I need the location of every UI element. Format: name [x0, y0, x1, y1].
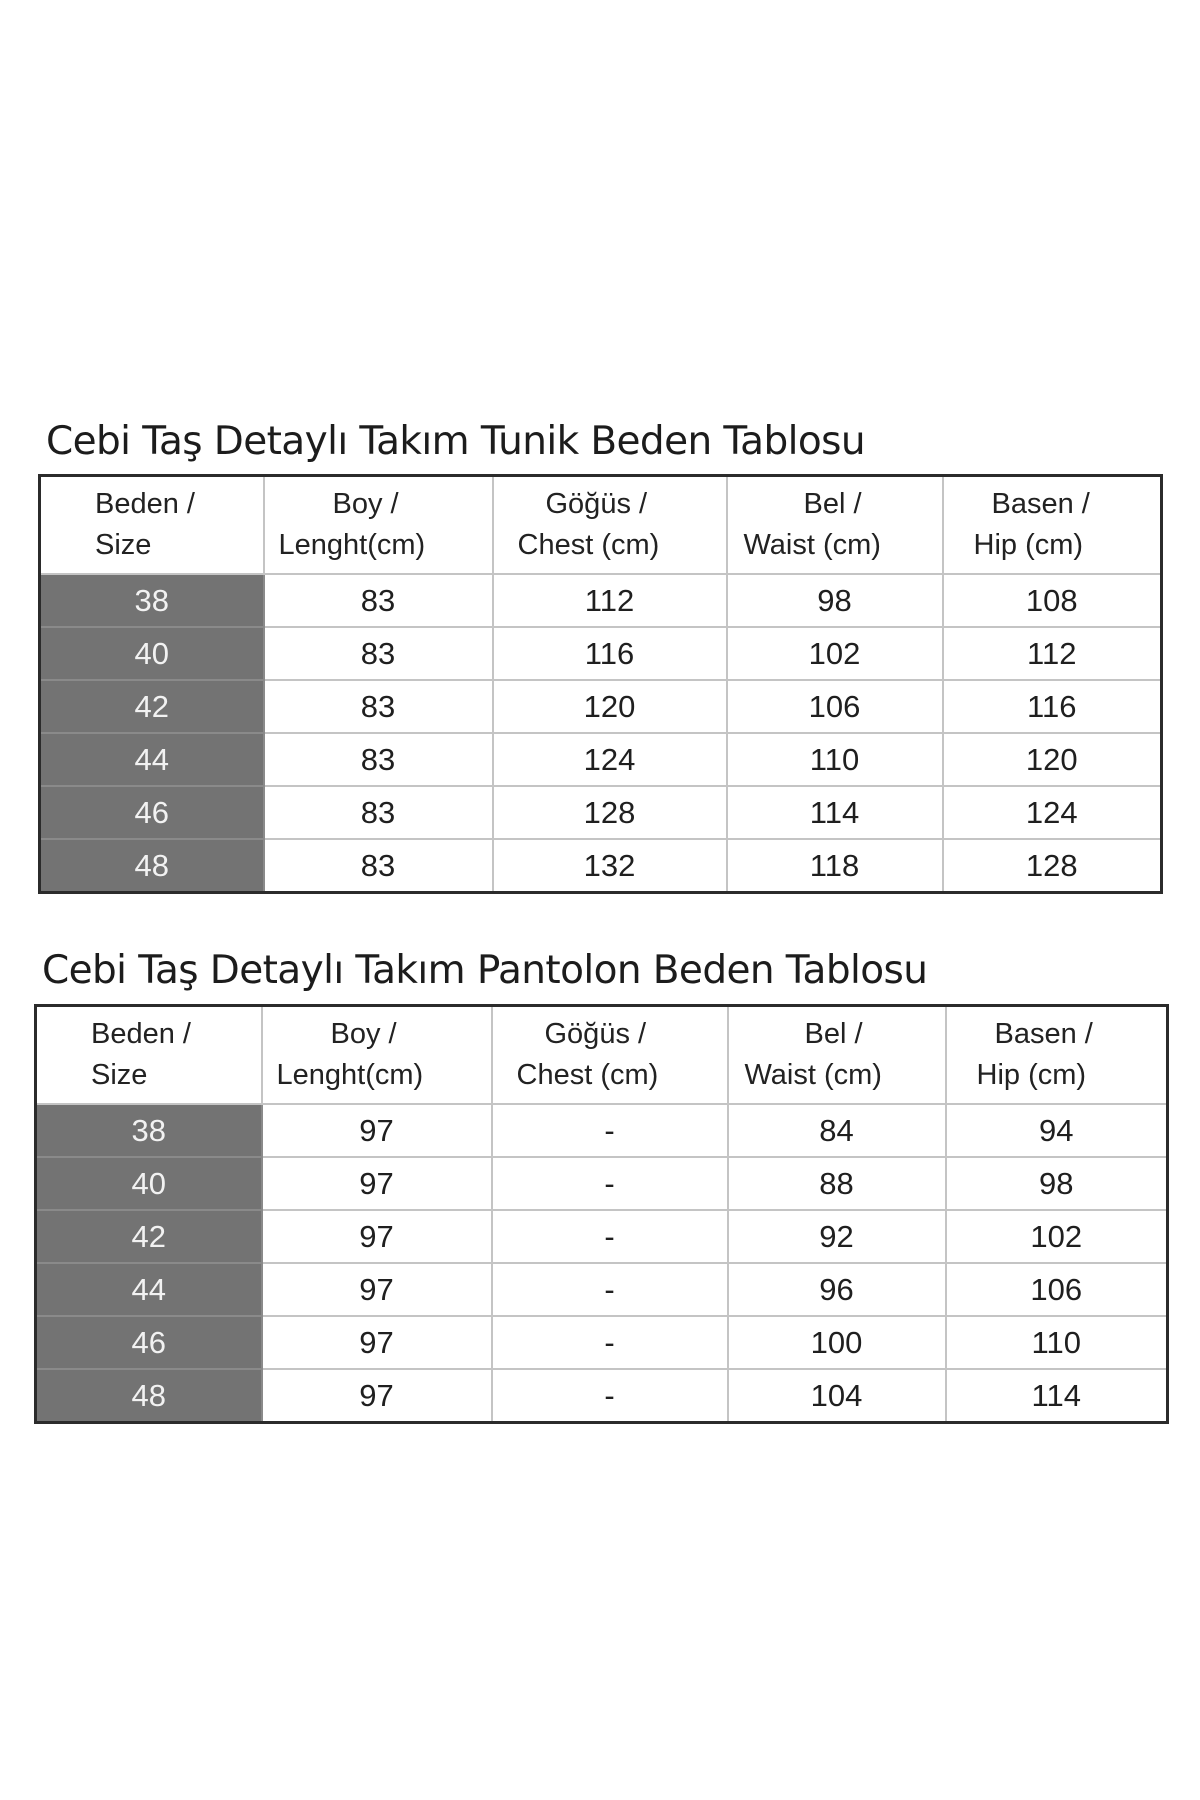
hip-cell: 98 [946, 1157, 1168, 1210]
chest-cell: - [492, 1369, 728, 1423]
header-chest: Göğüs / Chest (cm) [493, 476, 727, 575]
length-cell: 97 [262, 1210, 492, 1263]
table-row [36, 1316, 1168, 1369]
table-row [36, 1210, 1168, 1263]
length-cell: 97 [262, 1263, 492, 1316]
pantolon-table-title: Cebi Taş Detaylı Takım Pantolon Beden Tablosu [42, 948, 928, 993]
waist-cell: 102 [727, 627, 943, 680]
chest-cell: - [492, 1316, 728, 1369]
header-waist: Bel / Waist (cm) [728, 1006, 946, 1105]
length-cell: 97 [262, 1369, 492, 1423]
header-hip: Basen / Hip (cm) [943, 476, 1162, 575]
chest-cell: 120 [493, 680, 727, 733]
hip-cell: 120 [943, 733, 1162, 786]
hip-cell: 102 [946, 1210, 1168, 1263]
hip-cell: 112 [943, 627, 1162, 680]
size-cell: 42 [36, 1210, 262, 1263]
tunik-table-title: Cebi Taş Detaylı Takım Tunik Beden Tablosu [46, 419, 865, 464]
hip-cell: 124 [943, 786, 1162, 839]
table-header-row [40, 476, 1162, 575]
length-cell: 83 [264, 574, 493, 627]
hip-cell: 110 [946, 1316, 1168, 1369]
hip-cell: 106 [946, 1263, 1168, 1316]
header-chest: Göğüs / Chest (cm) [492, 1006, 728, 1105]
waist-cell: 118 [727, 839, 943, 893]
header-waist: Bel / Waist (cm) [727, 476, 943, 575]
length-cell: 83 [264, 786, 493, 839]
size-cell: 48 [36, 1369, 262, 1423]
length-cell: 83 [264, 733, 493, 786]
header-length: Boy / Lenght(cm) [264, 476, 493, 575]
chest-cell: 124 [493, 733, 727, 786]
chest-cell: 112 [493, 574, 727, 627]
table-row [40, 627, 1162, 680]
hip-cell: 116 [943, 680, 1162, 733]
header-size: Beden / Size [40, 476, 264, 575]
chest-cell: - [492, 1210, 728, 1263]
header-size: Beden / Size [36, 1006, 262, 1105]
size-cell: 48 [40, 839, 264, 893]
length-cell: 83 [264, 680, 493, 733]
chest-cell: - [492, 1263, 728, 1316]
waist-cell: 104 [728, 1369, 946, 1423]
header-hip: Basen / Hip (cm) [946, 1006, 1168, 1105]
table-row [40, 574, 1162, 627]
length-cell: 83 [264, 627, 493, 680]
chest-cell: 132 [493, 839, 727, 893]
size-cell: 44 [40, 733, 264, 786]
table-row [36, 1369, 1168, 1423]
waist-cell: 114 [727, 786, 943, 839]
size-cell: 42 [40, 680, 264, 733]
waist-cell: 106 [727, 680, 943, 733]
hip-cell: 114 [946, 1369, 1168, 1423]
table-row [40, 680, 1162, 733]
length-cell: 97 [262, 1157, 492, 1210]
length-cell: 83 [264, 839, 493, 893]
header-length: Boy / Lenght(cm) [262, 1006, 492, 1105]
waist-cell: 110 [727, 733, 943, 786]
length-cell: 97 [262, 1104, 492, 1157]
hip-cell: 108 [943, 574, 1162, 627]
table-header-row [36, 1006, 1168, 1105]
chest-cell: 128 [493, 786, 727, 839]
chest-cell: 116 [493, 627, 727, 680]
chest-cell: - [492, 1104, 728, 1157]
table-row [40, 733, 1162, 786]
hip-cell: 94 [946, 1104, 1168, 1157]
waist-cell: 92 [728, 1210, 946, 1263]
pantolon-size-table [34, 1004, 1169, 1424]
table-row [36, 1104, 1168, 1157]
size-cell: 40 [40, 627, 264, 680]
size-cell: 44 [36, 1263, 262, 1316]
length-cell: 97 [262, 1316, 492, 1369]
size-cell: 46 [40, 786, 264, 839]
table-row [36, 1157, 1168, 1210]
waist-cell: 98 [727, 574, 943, 627]
tunik-size-table [38, 474, 1163, 894]
size-cell: 38 [40, 574, 264, 627]
size-cell: 38 [36, 1104, 262, 1157]
table-row [40, 786, 1162, 839]
size-cell: 46 [36, 1316, 262, 1369]
chest-cell: - [492, 1157, 728, 1210]
waist-cell: 84 [728, 1104, 946, 1157]
waist-cell: 100 [728, 1316, 946, 1369]
hip-cell: 128 [943, 839, 1162, 893]
table-row [40, 839, 1162, 893]
table-row [36, 1263, 1168, 1316]
waist-cell: 96 [728, 1263, 946, 1316]
size-cell: 40 [36, 1157, 262, 1210]
waist-cell: 88 [728, 1157, 946, 1210]
